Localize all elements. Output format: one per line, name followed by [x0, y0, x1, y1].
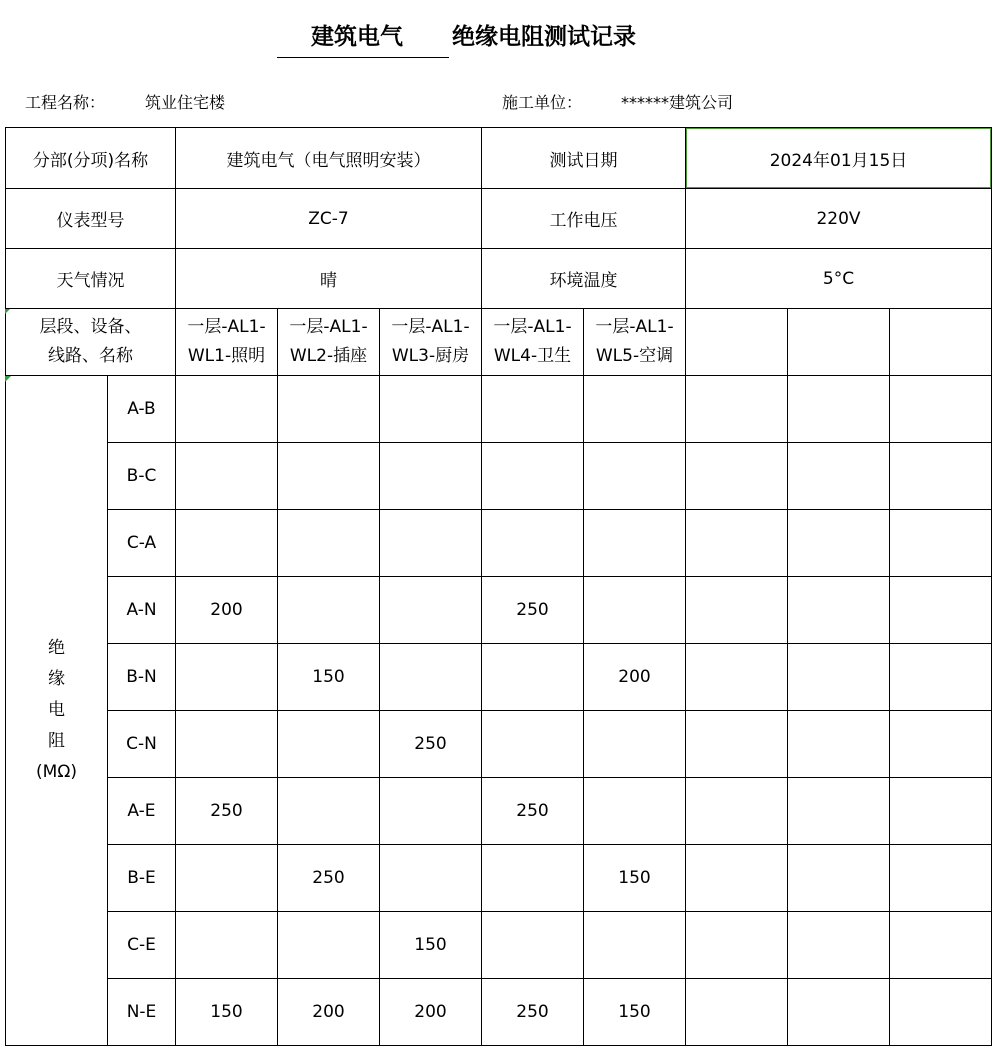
resistance-value-cell[interactable]	[584, 376, 686, 443]
meter-model-value[interactable]: ZC-7	[176, 189, 482, 249]
resistance-value-cell[interactable]	[686, 711, 788, 778]
resistance-value-cell[interactable]	[788, 845, 890, 912]
construction-unit-value: ******建筑公司	[621, 93, 734, 112]
resistance-value-cell[interactable]	[890, 376, 992, 443]
phase-label: C-N	[108, 711, 176, 778]
circuit-column-header[interactable]	[278, 309, 380, 376]
resistance-value-cell[interactable]	[380, 577, 482, 644]
resistance-value-cell[interactable]	[584, 711, 686, 778]
resistance-value-cell[interactable]: 150	[584, 845, 686, 912]
label-char: (MΩ)	[36, 762, 77, 782]
resistance-value-cell[interactable]	[584, 577, 686, 644]
resistance-value-cell[interactable]	[890, 845, 992, 912]
resistance-value-cell[interactable]	[788, 711, 890, 778]
resistance-value-cell[interactable]: 250	[380, 711, 482, 778]
resistance-value-cell[interactable]	[686, 845, 788, 912]
circuit-header-line2: 线路、名称	[48, 346, 133, 366]
working-voltage-label: 工作电压	[482, 189, 686, 249]
resistance-value-cell[interactable]: 200	[278, 979, 380, 1046]
label-char: 阻	[48, 731, 65, 751]
resistance-value-cell[interactable]	[584, 510, 686, 577]
resistance-value-cell[interactable]	[482, 912, 584, 979]
circuit-name-line2: WL3-厨房	[391, 346, 470, 366]
weather-value[interactable]: 晴	[176, 249, 482, 309]
resistance-value-cell[interactable]	[788, 778, 890, 845]
resistance-value-cell[interactable]	[278, 912, 380, 979]
resistance-row	[6, 778, 992, 845]
resistance-value-cell[interactable]	[686, 443, 788, 510]
resistance-value-cell[interactable]	[278, 443, 380, 510]
resistance-value-cell[interactable]	[686, 510, 788, 577]
resistance-row	[6, 376, 992, 443]
test-date-label: 测试日期	[482, 128, 686, 189]
resistance-value-cell[interactable]	[788, 510, 890, 577]
resistance-value-cell[interactable]: 150	[176, 979, 278, 1046]
resistance-value-cell[interactable]	[176, 510, 278, 577]
resistance-value-cell[interactable]: 150	[380, 912, 482, 979]
resistance-value-cell[interactable]	[380, 443, 482, 510]
resistance-row	[6, 979, 992, 1046]
resistance-value-cell[interactable]	[686, 979, 788, 1046]
phase-label: C-E	[108, 912, 176, 979]
resistance-value-cell[interactable]	[482, 644, 584, 711]
resistance-value-cell[interactable]	[482, 510, 584, 577]
test-date-value[interactable]: 2024年01月15日	[686, 128, 992, 189]
resistance-value-cell[interactable]	[686, 577, 788, 644]
circuit-name-line2: WL1-照明	[187, 346, 266, 366]
working-voltage-value[interactable]: 220V	[686, 189, 992, 249]
resistance-value-cell[interactable]	[890, 778, 992, 845]
insulation-resistance-text	[22, 633, 92, 788]
resistance-value-cell[interactable]: 250	[482, 577, 584, 644]
title-underline	[277, 57, 449, 58]
info-row-meter	[6, 189, 992, 249]
resistance-row	[6, 577, 992, 644]
resistance-value-cell[interactable]	[380, 510, 482, 577]
construction-unit-label: 施工单位：	[502, 93, 583, 112]
circuit-column-header[interactable]	[788, 309, 890, 376]
resistance-value-cell[interactable]	[584, 778, 686, 845]
resistance-value-cell[interactable]	[584, 912, 686, 979]
insulation-resistance-label	[6, 376, 108, 1046]
label-char: 绝	[48, 638, 65, 658]
ambient-temp-value[interactable]: 5°C	[686, 249, 992, 309]
resistance-value-cell[interactable]	[278, 577, 380, 644]
resistance-value-cell[interactable]: 250	[482, 979, 584, 1046]
resistance-row	[6, 711, 992, 778]
resistance-value-cell[interactable]	[686, 376, 788, 443]
resistance-value-cell[interactable]	[686, 778, 788, 845]
resistance-value-cell[interactable]	[278, 376, 380, 443]
circuit-column-header[interactable]	[482, 309, 584, 376]
resistance-value-cell[interactable]	[482, 845, 584, 912]
resistance-value-cell[interactable]	[788, 912, 890, 979]
phase-label: A-N	[108, 577, 176, 644]
phase-label: N-E	[108, 979, 176, 1046]
subitem-value[interactable]: 建筑电气（电气照明安装）	[176, 128, 482, 189]
circuit-name-line1: 一层-AL1-	[187, 317, 266, 337]
phase-label: B-E	[108, 845, 176, 912]
resistance-value-cell[interactable]: 150	[584, 979, 686, 1046]
resistance-value-cell[interactable]	[482, 376, 584, 443]
phase-label: C-A	[108, 510, 176, 577]
resistance-value-cell[interactable]	[380, 845, 482, 912]
resistance-value-cell[interactable]	[890, 979, 992, 1046]
circuit-column-header[interactable]	[380, 309, 482, 376]
resistance-value-cell[interactable]: 250	[482, 778, 584, 845]
label-char: 电	[48, 700, 65, 720]
resistance-value-cell[interactable]	[890, 510, 992, 577]
resistance-value-cell[interactable]	[482, 443, 584, 510]
resistance-value-cell[interactable]	[788, 979, 890, 1046]
resistance-value-cell[interactable]	[686, 644, 788, 711]
resistance-value-cell[interactable]	[176, 644, 278, 711]
resistance-value-cell[interactable]	[890, 644, 992, 711]
circuit-header-row	[6, 309, 992, 376]
resistance-value-cell[interactable]	[176, 912, 278, 979]
resistance-value-cell[interactable]	[584, 443, 686, 510]
resistance-value-cell[interactable]	[176, 845, 278, 912]
resistance-value-cell[interactable]: 250	[176, 778, 278, 845]
resistance-value-cell[interactable]	[278, 711, 380, 778]
resistance-value-cell[interactable]: 200	[380, 979, 482, 1046]
resistance-value-cell[interactable]: 150	[278, 644, 380, 711]
resistance-row	[6, 845, 992, 912]
resistance-value-cell[interactable]: 200	[584, 644, 686, 711]
insulation-test-table	[5, 127, 992, 1046]
resistance-value-cell[interactable]	[890, 912, 992, 979]
title-part2: 绝缘电阻测试记录	[452, 24, 636, 50]
resistance-value-cell[interactable]	[380, 644, 482, 711]
info-row-weather	[6, 249, 992, 309]
resistance-value-cell[interactable]	[788, 443, 890, 510]
project-name-label: 工程名称：	[25, 93, 106, 112]
resistance-row	[6, 510, 992, 577]
resistance-value-cell[interactable]	[176, 443, 278, 510]
circuit-name-line1: 一层-AL1-	[289, 317, 368, 337]
circuit-name-line2: WL2-插座	[289, 346, 368, 366]
resistance-value-cell[interactable]: 250	[278, 845, 380, 912]
resistance-value-cell[interactable]	[380, 778, 482, 845]
cell-marker	[5, 309, 10, 314]
resistance-value-cell[interactable]	[278, 778, 380, 845]
circuit-column-header[interactable]	[584, 309, 686, 376]
resistance-value-cell[interactable]	[788, 644, 890, 711]
circuit-column-header[interactable]	[890, 309, 992, 376]
resistance-value-cell[interactable]	[176, 376, 278, 443]
resistance-value-cell[interactable]	[686, 912, 788, 979]
resistance-value-cell[interactable]	[890, 443, 992, 510]
phase-label: A-E	[108, 778, 176, 845]
resistance-value-cell[interactable]	[482, 711, 584, 778]
resistance-value-cell[interactable]	[278, 510, 380, 577]
weather-label: 天气情况	[6, 249, 176, 309]
circuit-header-label	[6, 309, 176, 376]
title-part1: 建筑电气	[311, 24, 403, 50]
circuit-name-line2: WL5-空调	[595, 346, 674, 366]
circuit-name-line1: 一层-AL1-	[493, 317, 572, 337]
info-row-subitem	[6, 128, 992, 189]
label-char: 缘	[48, 669, 65, 689]
circuit-name-line2: WL4-卫生	[493, 346, 572, 366]
resistance-row	[6, 644, 992, 711]
project-name-value: 筑业住宅楼	[145, 93, 226, 112]
meter-model-label: 仪表型号	[6, 189, 176, 249]
resistance-value-cell[interactable]: 200	[176, 577, 278, 644]
subitem-label: 分部(分项)名称	[6, 128, 176, 189]
resistance-value-cell[interactable]	[176, 711, 278, 778]
resistance-value-cell[interactable]	[788, 577, 890, 644]
circuit-name-line1: 一层-AL1-	[391, 317, 470, 337]
phase-label: B-C	[108, 443, 176, 510]
resistance-row	[6, 443, 992, 510]
ambient-temp-label: 环境温度	[482, 249, 686, 309]
resistance-value-cell[interactable]	[890, 577, 992, 644]
phase-label: B-N	[108, 644, 176, 711]
circuit-name-line1: 一层-AL1-	[595, 317, 674, 337]
circuit-column-header[interactable]	[176, 309, 278, 376]
resistance-row	[6, 912, 992, 979]
circuit-column-header[interactable]	[686, 309, 788, 376]
circuit-header-line1: 层段、设备、	[39, 317, 142, 337]
resistance-value-cell[interactable]	[380, 376, 482, 443]
resistance-value-cell[interactable]	[890, 711, 992, 778]
resistance-value-cell[interactable]	[788, 376, 890, 443]
cell-marker	[5, 376, 11, 382]
phase-label: A-B	[108, 376, 176, 443]
